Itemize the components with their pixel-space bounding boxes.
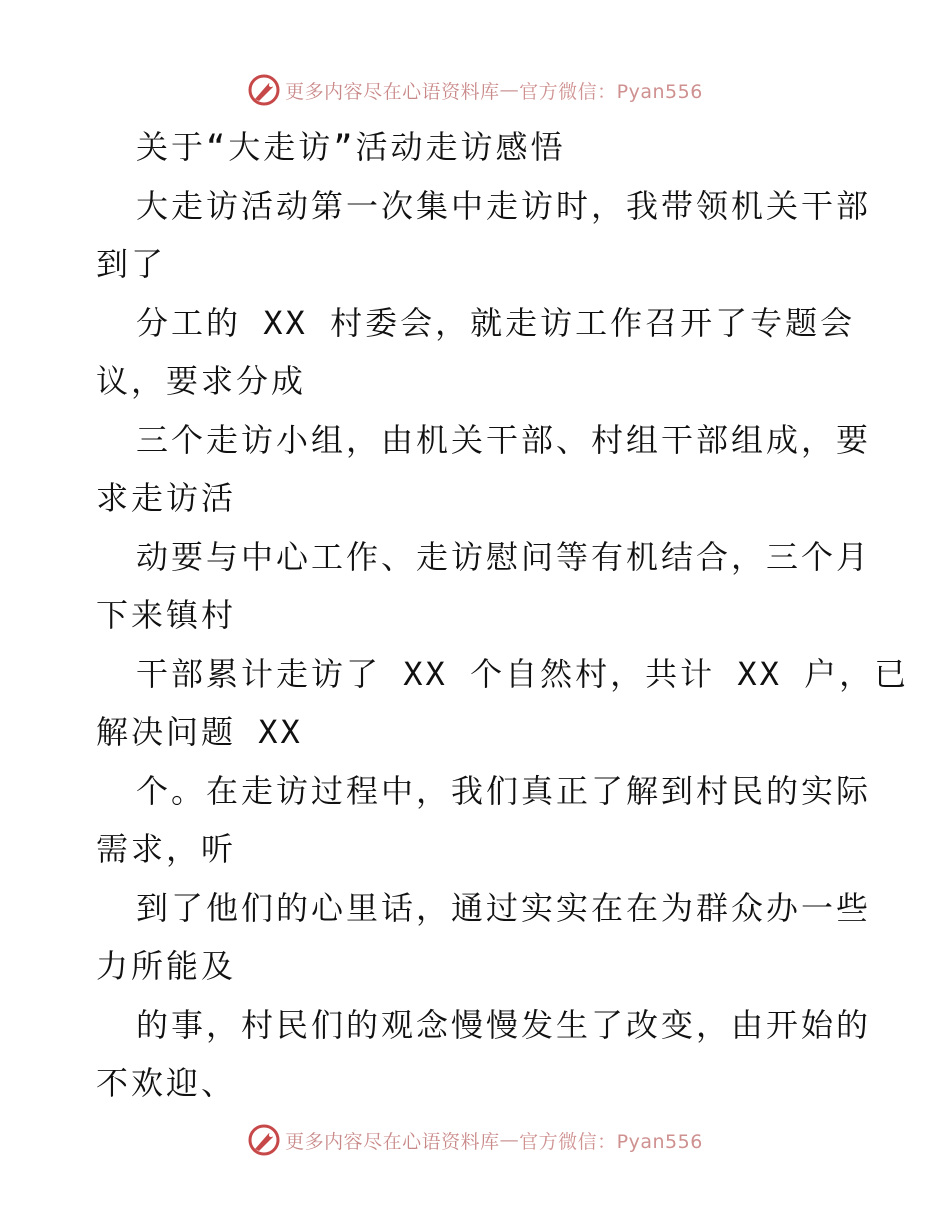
banner-prefix-text: 更多内容尽在心语资料库 <box>285 1130 500 1153</box>
text-line: 大走访活动第一次集中走访时，我带领机关干部 <box>136 186 872 225</box>
banner-suffix-text: 官方微信：Pyan556 <box>519 80 703 103</box>
text-line: 议，要求分成 <box>96 362 307 400</box>
text-line: 个。在走访过程中，我们真正了解到村民的实际 <box>136 771 872 810</box>
text-line: 不欢迎、 <box>96 1064 237 1102</box>
pen-nib-logo-icon <box>247 73 281 107</box>
text-line: 的事，村民们的观念慢慢发生了改变，由开始的 <box>136 1005 872 1044</box>
text-line: 分工的 XX 村委会，就走访工作召开了专题会 <box>136 303 856 342</box>
text-line: 动要与中心工作、走访慰问等有机结合，三个月 <box>136 537 872 576</box>
text-line: 下来镇村 <box>96 596 237 634</box>
text-line: 求走访活 <box>96 479 237 517</box>
pen-nib-logo-icon <box>247 1123 281 1157</box>
text-line: 需求，听 <box>96 830 237 868</box>
text-line: 到了 <box>96 245 167 283</box>
text-line: 关于“大走访”活动走访感悟 <box>136 128 566 166</box>
banner-suffix-text: 官方微信：Pyan556 <box>519 1130 703 1153</box>
banner-prefix-text: 更多内容尽在心语资料库 <box>285 80 500 103</box>
text-line: 三个走访小组，由机关干部、村组干部组成，要 <box>136 420 872 459</box>
text-line: 力所能及 <box>96 947 237 985</box>
document-body <box>96 118 910 1113</box>
text-line: 解决问题 XX <box>96 713 303 751</box>
text-line: 到了他们的心里话，通过实实在在为群众办一些 <box>136 888 872 927</box>
footer-watermark-banner <box>0 1120 950 1160</box>
banner-dash: — <box>499 79 520 101</box>
banner-dash: — <box>499 1129 520 1151</box>
text-line: 干部累计走访了 XX 个自然村，共计 XX 户，已 <box>136 654 910 693</box>
header-watermark-banner <box>0 70 950 110</box>
